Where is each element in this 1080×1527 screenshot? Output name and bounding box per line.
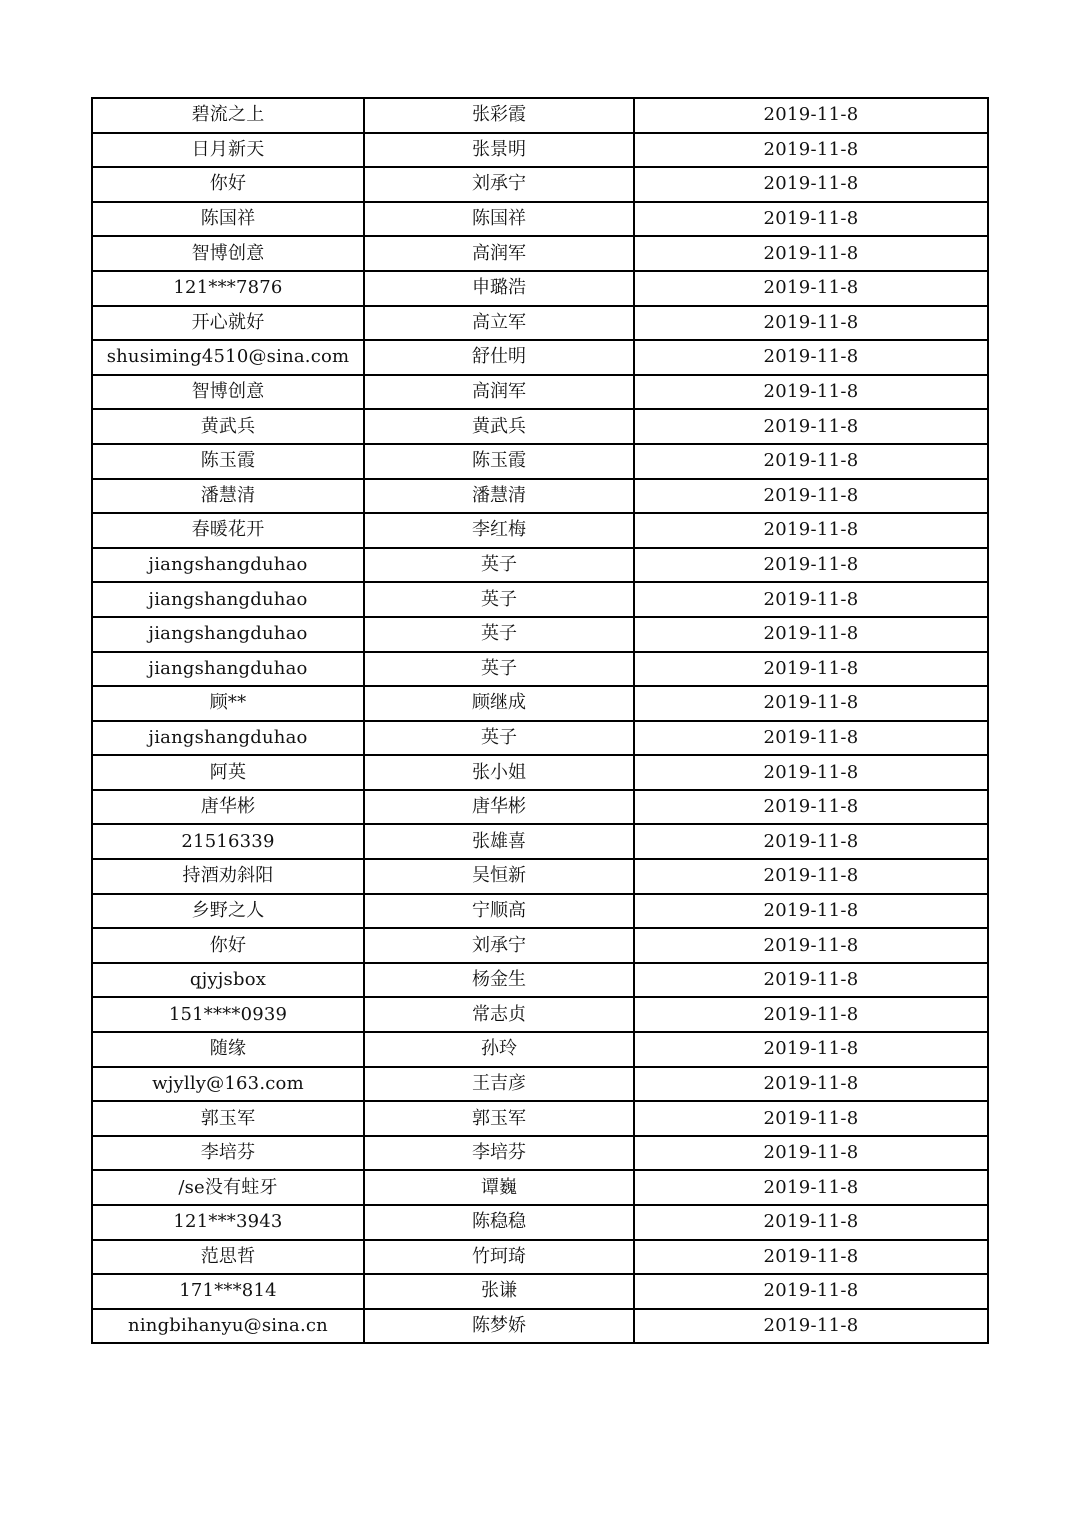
table-row — [92, 1309, 988, 1344]
name-cell: 英子 — [364, 721, 634, 756]
nickname-cell: 陈国祥 — [92, 202, 364, 237]
date-cell: 2019-11-8 — [634, 1032, 988, 1067]
date-cell: 2019-11-8 — [634, 1101, 988, 1136]
date-cell: 2019-11-8 — [634, 894, 988, 929]
date-cell: 2019-11-8 — [634, 98, 988, 133]
name-cell: 郭玉军 — [364, 1101, 634, 1136]
table-row — [92, 686, 988, 721]
name-cell: 李红梅 — [364, 513, 634, 548]
nickname-cell: 碧流之上 — [92, 98, 364, 133]
nickname-cell: ningbihanyu@sina.cn — [92, 1309, 364, 1344]
name-cell: 申璐浩 — [364, 271, 634, 306]
date-cell: 2019-11-8 — [634, 306, 988, 341]
table-row — [92, 652, 988, 687]
date-cell: 2019-11-8 — [634, 133, 988, 168]
table-row — [92, 755, 988, 790]
table-row — [92, 1067, 988, 1102]
date-cell: 2019-11-8 — [634, 686, 988, 721]
table-row — [92, 997, 988, 1032]
table-row — [92, 479, 988, 514]
name-cell: 吴恒新 — [364, 859, 634, 894]
date-cell: 2019-11-8 — [634, 167, 988, 202]
date-cell: 2019-11-8 — [634, 1205, 988, 1240]
name-cell: 刘承宁 — [364, 928, 634, 963]
date-cell: 2019-11-8 — [634, 652, 988, 687]
nickname-cell: 唐华彬 — [92, 790, 364, 825]
name-cell: 陈玉霞 — [364, 444, 634, 479]
name-cell: 黄武兵 — [364, 409, 634, 444]
date-cell: 2019-11-8 — [634, 513, 988, 548]
table-row — [92, 167, 988, 202]
name-cell: 陈梦娇 — [364, 1309, 634, 1344]
name-cell: 陈国祥 — [364, 202, 634, 237]
date-cell: 2019-11-8 — [634, 1067, 988, 1102]
table-row — [92, 548, 988, 583]
date-cell: 2019-11-8 — [634, 1240, 988, 1275]
nickname-cell: 171***814 — [92, 1274, 364, 1309]
nickname-cell: /se没有蛀牙 — [92, 1170, 364, 1205]
table-row — [92, 1274, 988, 1309]
date-cell: 2019-11-8 — [634, 548, 988, 583]
nickname-cell: 春暖花开 — [92, 513, 364, 548]
table-row — [92, 1240, 988, 1275]
nickname-cell: 乡野之人 — [92, 894, 364, 929]
date-cell: 2019-11-8 — [634, 444, 988, 479]
nickname-cell: jiangshangduhao — [92, 548, 364, 583]
name-cell: 高润军 — [364, 375, 634, 410]
nickname-cell: 陈玉霞 — [92, 444, 364, 479]
name-cell: 王吉彦 — [364, 1067, 634, 1102]
nickname-cell: qjyjsbox — [92, 963, 364, 998]
name-cell: 舒仕明 — [364, 340, 634, 375]
nickname-cell: 121***7876 — [92, 271, 364, 306]
date-cell: 2019-11-8 — [634, 928, 988, 963]
date-cell: 2019-11-8 — [634, 824, 988, 859]
nickname-cell: wjylly@163.com — [92, 1067, 364, 1102]
date-cell: 2019-11-8 — [634, 202, 988, 237]
table-row — [92, 859, 988, 894]
name-cell: 英子 — [364, 617, 634, 652]
table-row — [92, 306, 988, 341]
date-cell: 2019-11-8 — [634, 1136, 988, 1171]
table-row — [92, 236, 988, 271]
date-cell: 2019-11-8 — [634, 721, 988, 756]
nickname-cell: 151****0939 — [92, 997, 364, 1032]
table-row — [92, 202, 988, 237]
nickname-cell: 21516339 — [92, 824, 364, 859]
date-cell: 2019-11-8 — [634, 375, 988, 410]
table-row — [92, 375, 988, 410]
nickname-cell: 黄武兵 — [92, 409, 364, 444]
table-row — [92, 1032, 988, 1067]
date-cell: 2019-11-8 — [634, 997, 988, 1032]
name-cell: 张彩霞 — [364, 98, 634, 133]
table-row — [92, 340, 988, 375]
nickname-cell: 121***3943 — [92, 1205, 364, 1240]
records-table-body — [92, 98, 988, 1343]
table-row — [92, 1101, 988, 1136]
nickname-cell: 开心就好 — [92, 306, 364, 341]
name-cell: 刘承宁 — [364, 167, 634, 202]
nickname-cell: 你好 — [92, 928, 364, 963]
name-cell: 高润军 — [364, 236, 634, 271]
nickname-cell: 智博创意 — [92, 236, 364, 271]
date-cell: 2019-11-8 — [634, 790, 988, 825]
name-cell: 李培芬 — [364, 1136, 634, 1171]
name-cell: 宁顺高 — [364, 894, 634, 929]
date-cell: 2019-11-8 — [634, 479, 988, 514]
name-cell: 顾继成 — [364, 686, 634, 721]
date-cell: 2019-11-8 — [634, 1170, 988, 1205]
name-cell: 唐华彬 — [364, 790, 634, 825]
table-row — [92, 409, 988, 444]
table-row — [92, 133, 988, 168]
nickname-cell: 你好 — [92, 167, 364, 202]
name-cell: 谭巍 — [364, 1170, 634, 1205]
date-cell: 2019-11-8 — [634, 617, 988, 652]
table-row — [92, 513, 988, 548]
nickname-cell: 阿英 — [92, 755, 364, 790]
name-cell: 竹珂琦 — [364, 1240, 634, 1275]
nickname-cell: 持酒劝斜阳 — [92, 859, 364, 894]
table-row — [92, 894, 988, 929]
table-row — [92, 824, 988, 859]
table-row — [92, 271, 988, 306]
records-table — [91, 97, 989, 1344]
name-cell: 英子 — [364, 652, 634, 687]
name-cell: 高立军 — [364, 306, 634, 341]
nickname-cell: 顾** — [92, 686, 364, 721]
table-row — [92, 1205, 988, 1240]
name-cell: 英子 — [364, 548, 634, 583]
table-row — [92, 582, 988, 617]
table-row — [92, 1136, 988, 1171]
nickname-cell: jiangshangduhao — [92, 617, 364, 652]
nickname-cell: 范思哲 — [92, 1240, 364, 1275]
date-cell: 2019-11-8 — [634, 755, 988, 790]
name-cell: 杨金生 — [364, 963, 634, 998]
name-cell: 潘慧清 — [364, 479, 634, 514]
nickname-cell: 郭玉军 — [92, 1101, 364, 1136]
date-cell: 2019-11-8 — [634, 236, 988, 271]
name-cell: 张景明 — [364, 133, 634, 168]
table-row — [92, 1170, 988, 1205]
name-cell: 陈稳稳 — [364, 1205, 634, 1240]
name-cell: 孙玲 — [364, 1032, 634, 1067]
name-cell: 常志贞 — [364, 997, 634, 1032]
nickname-cell: shusiming4510@sina.com — [92, 340, 364, 375]
table-row — [92, 928, 988, 963]
table-row — [92, 98, 988, 133]
table-row — [92, 444, 988, 479]
date-cell: 2019-11-8 — [634, 1309, 988, 1344]
name-cell: 张小姐 — [364, 755, 634, 790]
nickname-cell: 潘慧清 — [92, 479, 364, 514]
date-cell: 2019-11-8 — [634, 271, 988, 306]
nickname-cell: 李培芬 — [92, 1136, 364, 1171]
nickname-cell: 随缘 — [92, 1032, 364, 1067]
nickname-cell: jiangshangduhao — [92, 582, 364, 617]
date-cell: 2019-11-8 — [634, 859, 988, 894]
nickname-cell: jiangshangduhao — [92, 721, 364, 756]
table-row — [92, 617, 988, 652]
name-cell: 张谦 — [364, 1274, 634, 1309]
date-cell: 2019-11-8 — [634, 340, 988, 375]
nickname-cell: jiangshangduhao — [92, 652, 364, 687]
date-cell: 2019-11-8 — [634, 582, 988, 617]
table-row — [92, 790, 988, 825]
nickname-cell: 日月新天 — [92, 133, 364, 168]
table-row — [92, 963, 988, 998]
name-cell: 张雄喜 — [364, 824, 634, 859]
table-row — [92, 721, 988, 756]
date-cell: 2019-11-8 — [634, 409, 988, 444]
date-cell: 2019-11-8 — [634, 963, 988, 998]
name-cell: 英子 — [364, 582, 634, 617]
nickname-cell: 智博创意 — [92, 375, 364, 410]
date-cell: 2019-11-8 — [634, 1274, 988, 1309]
